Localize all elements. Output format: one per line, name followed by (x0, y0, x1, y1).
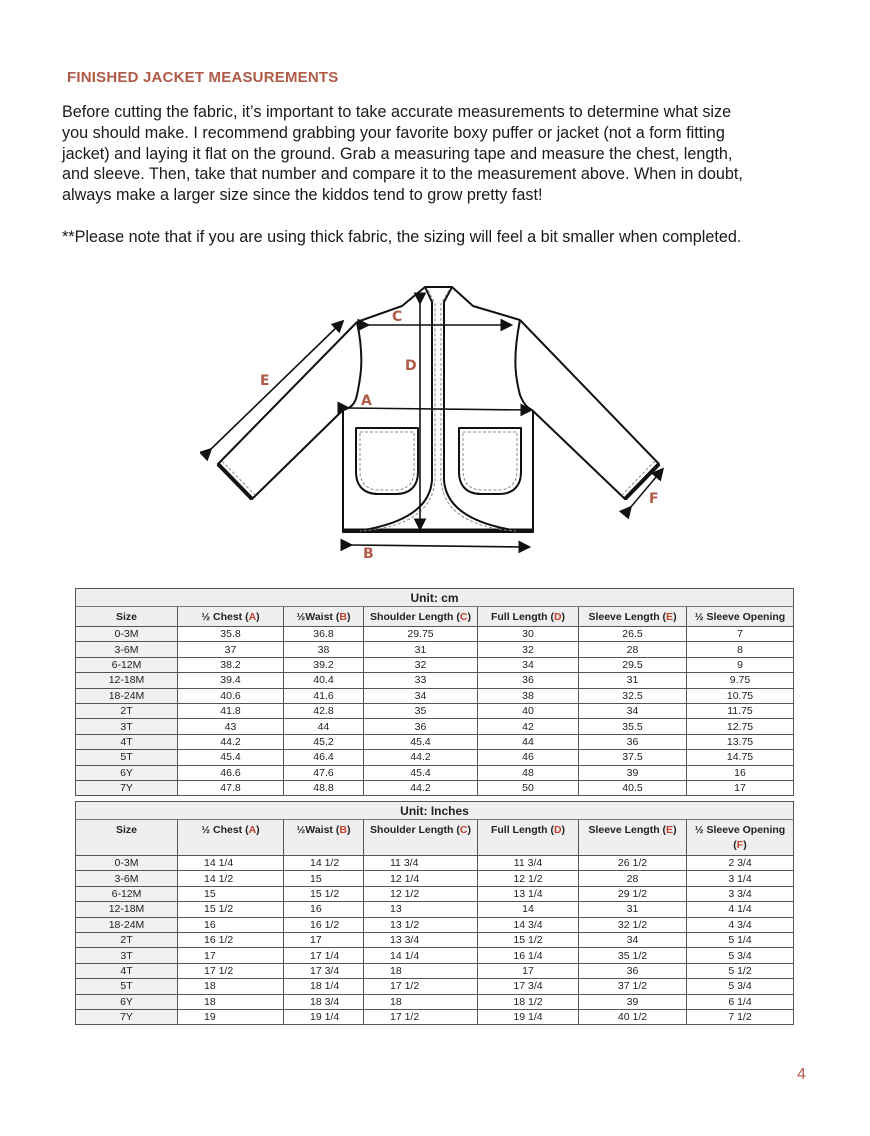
value-cell: 46 (478, 750, 579, 765)
intro-line: Before cutting the fabric, it’s important to take accurate measurements to determine what size (62, 103, 732, 121)
value-cell: 5 1/4 (687, 932, 794, 947)
size-cell: 5T (76, 750, 178, 765)
value-cell: 33 (364, 673, 478, 688)
table-row (76, 780, 794, 795)
value-cell: 19 1/4 (284, 1009, 364, 1024)
value-cell: 34 (579, 932, 687, 947)
label-f: F (649, 491, 659, 507)
value-cell: 19 (178, 1009, 284, 1024)
value-cell: 45.4 (364, 765, 478, 780)
thick-fabric-note: **Please note that if you are using thick fabric, the sizing will feel a bit smaller when completed. (62, 228, 742, 246)
value-cell: 15 (178, 886, 284, 901)
value-cell: 37.5 (579, 750, 687, 765)
value-cell: 9.75 (687, 673, 794, 688)
value-cell: 44.2 (364, 780, 478, 795)
value-cell: 13 1/4 (478, 886, 579, 901)
value-cell: 28 (579, 642, 687, 657)
table-row (76, 750, 794, 765)
value-cell: 47.8 (178, 780, 284, 795)
col-sleeve-opening: ½ Sleeve Opening (F) (687, 820, 794, 856)
size-cell: 5T (76, 979, 178, 994)
value-cell: 36 (478, 673, 579, 688)
value-cell: 16 1/2 (178, 932, 284, 947)
value-cell: 43 (178, 719, 284, 734)
value-cell: 16 1/4 (478, 948, 579, 963)
value-cell: 17 (478, 963, 579, 978)
col-waist: ½Waist (B) (284, 820, 364, 856)
value-cell: 18 3/4 (284, 994, 364, 1009)
value-cell: 12 1/4 (364, 871, 478, 886)
label-e: E (260, 373, 270, 389)
value-cell: 14 1/2 (284, 856, 364, 871)
table-row (76, 765, 794, 780)
value-cell: 29.5 (579, 657, 687, 672)
value-cell: 17 1/4 (284, 948, 364, 963)
table-row (76, 856, 794, 871)
value-cell: 16 (687, 765, 794, 780)
value-cell: 32 (478, 642, 579, 657)
jacket-illustration (200, 280, 680, 570)
value-cell: 15 1/2 (478, 932, 579, 947)
value-cell: 18 1/4 (284, 979, 364, 994)
table-row (76, 688, 794, 703)
table-row (76, 902, 794, 917)
value-cell: 32 1/2 (579, 917, 687, 932)
value-cell: 11 3/4 (478, 856, 579, 871)
table-row (76, 994, 794, 1009)
value-cell: 18 (364, 994, 478, 1009)
value-cell: 48 (478, 765, 579, 780)
table-row (76, 871, 794, 886)
value-cell: 29 1/2 (579, 886, 687, 901)
table-row (76, 642, 794, 657)
table-row (76, 703, 794, 718)
size-cell: 3T (76, 948, 178, 963)
size-cell: 3T (76, 719, 178, 734)
value-cell: 36 (579, 734, 687, 749)
value-cell: 13 (364, 902, 478, 917)
size-cell: 0-3M (76, 856, 178, 871)
value-cell: 39.4 (178, 673, 284, 688)
value-cell: 50 (478, 780, 579, 795)
value-cell: 7 (687, 627, 794, 642)
value-cell: 35.5 (579, 719, 687, 734)
value-cell: 6 1/4 (687, 994, 794, 1009)
value-cell: 9 (687, 657, 794, 672)
value-cell: 40.6 (178, 688, 284, 703)
intro-line: jacket) and laying it flat on the ground. Grab a measuring tape and measure the chest, length, (62, 144, 733, 163)
value-cell: 46.4 (284, 750, 364, 765)
size-cell: 12-18M (76, 673, 178, 688)
value-cell: 11 3/4 (364, 856, 478, 871)
table-row (76, 886, 794, 901)
size-cell: 7Y (76, 780, 178, 795)
intro-line: and sleeve. Then, take that number and compare it to the measurement above. When in doubt, (62, 165, 743, 184)
size-cell: 12-18M (76, 902, 178, 917)
value-cell: 14 3/4 (478, 917, 579, 932)
value-cell: 40.5 (579, 780, 687, 795)
value-cell: 40 (478, 703, 579, 718)
table-row (76, 627, 794, 642)
value-cell: 17 1/2 (178, 963, 284, 978)
value-cell: 19 1/4 (478, 1009, 579, 1024)
table-row (76, 719, 794, 734)
size-cell: 3-6M (76, 642, 178, 657)
value-cell: 17 (687, 780, 794, 795)
value-cell: 17 3/4 (284, 963, 364, 978)
value-cell: 41.6 (284, 688, 364, 703)
col-full-length: Full Length (D) (478, 607, 579, 627)
inches-measurement-table (75, 801, 794, 1025)
value-cell: 44 (284, 719, 364, 734)
value-cell: 11.75 (687, 703, 794, 718)
value-cell: 34 (478, 657, 579, 672)
value-cell: 16 (178, 917, 284, 932)
col-sleeve-opening: ½ Sleeve Opening (687, 607, 794, 627)
value-cell: 39 (579, 994, 687, 1009)
value-cell: 12 1/2 (364, 886, 478, 901)
value-cell: 18 (364, 963, 478, 978)
value-cell: 14 1/2 (178, 871, 284, 886)
label-c: C (392, 309, 403, 325)
col-size: Size (76, 607, 178, 627)
value-cell: 39.2 (284, 657, 364, 672)
value-cell: 32.5 (579, 688, 687, 703)
value-cell: 36 (579, 963, 687, 978)
value-cell: 17 (284, 932, 364, 947)
table-row (76, 979, 794, 994)
value-cell: 17 1/2 (364, 979, 478, 994)
value-cell: 12.75 (687, 719, 794, 734)
value-cell: 18 (178, 979, 284, 994)
value-cell: 13 1/2 (364, 917, 478, 932)
value-cell: 3 3/4 (687, 886, 794, 901)
col-sleeve-length: Sleeve Length (E) (579, 820, 687, 856)
value-cell: 18 1/2 (478, 994, 579, 1009)
value-cell: 4 1/4 (687, 902, 794, 917)
value-cell: 18 (178, 994, 284, 1009)
value-cell: 37 (178, 642, 284, 657)
value-cell: 15 (284, 871, 364, 886)
value-cell: 38.2 (178, 657, 284, 672)
table-row (76, 1009, 794, 1024)
table-row (76, 932, 794, 947)
table-row (76, 734, 794, 749)
col-shoulder: Shoulder Length (C) (364, 607, 478, 627)
value-cell: 26.5 (579, 627, 687, 642)
page-number: 4 (797, 1066, 806, 1083)
value-cell: 28 (579, 871, 687, 886)
size-cell: 6-12M (76, 657, 178, 672)
size-cell: 6Y (76, 765, 178, 780)
value-cell: 15 1/2 (284, 886, 364, 901)
cm-measurement-table (75, 588, 794, 796)
size-cell: 4T (76, 734, 178, 749)
table-unit: Unit: cm (76, 589, 794, 607)
size-cell: 7Y (76, 1009, 178, 1024)
label-a: A (361, 393, 372, 409)
col-waist: ½Waist (B) (284, 607, 364, 627)
value-cell: 5 3/4 (687, 948, 794, 963)
value-cell: 34 (579, 703, 687, 718)
table-header-row (76, 820, 794, 856)
value-cell: 46.6 (178, 765, 284, 780)
value-cell: 34 (364, 688, 478, 703)
size-cell: 0-3M (76, 627, 178, 642)
value-cell: 31 (364, 642, 478, 657)
value-cell: 13.75 (687, 734, 794, 749)
size-cell: 6-12M (76, 886, 178, 901)
table-unit: Unit: Inches (76, 802, 794, 820)
label-d: D (405, 358, 417, 374)
value-cell: 3 1/4 (687, 871, 794, 886)
value-cell: 36.8 (284, 627, 364, 642)
value-cell: 32 (364, 657, 478, 672)
page-title: FINISHED JACKET MEASUREMENTS (67, 69, 339, 86)
value-cell: 41.8 (178, 703, 284, 718)
value-cell: 5 3/4 (687, 979, 794, 994)
jacket-diagram (200, 280, 680, 570)
value-cell: 5 1/2 (687, 963, 794, 978)
value-cell: 40.4 (284, 673, 364, 688)
table-row (76, 948, 794, 963)
value-cell: 42 (478, 719, 579, 734)
value-cell: 35 (364, 703, 478, 718)
value-cell: 12 1/2 (478, 871, 579, 886)
table-row (76, 673, 794, 688)
value-cell: 17 (178, 948, 284, 963)
value-cell: 40 1/2 (579, 1009, 687, 1024)
size-cell: 18-24M (76, 688, 178, 703)
value-cell: 29.75 (364, 627, 478, 642)
size-cell: 4T (76, 963, 178, 978)
value-cell: 7 1/2 (687, 1009, 794, 1024)
value-cell: 38 (284, 642, 364, 657)
value-cell: 30 (478, 627, 579, 642)
value-cell: 4 3/4 (687, 917, 794, 932)
intro-paragraph (62, 102, 822, 206)
value-cell: 14 1/4 (364, 948, 478, 963)
value-cell: 39 (579, 765, 687, 780)
value-cell: 44.2 (178, 734, 284, 749)
col-chest: ½ Chest (A) (178, 820, 284, 856)
value-cell: 44.2 (364, 750, 478, 765)
value-cell: 38 (478, 688, 579, 703)
table-row (76, 963, 794, 978)
value-cell: 45.4 (178, 750, 284, 765)
value-cell: 14 (478, 902, 579, 917)
value-cell: 35.8 (178, 627, 284, 642)
col-sleeve-length: Sleeve Length (E) (579, 607, 687, 627)
value-cell: 42.8 (284, 703, 364, 718)
col-full-length: Full Length (D) (478, 820, 579, 856)
value-cell: 13 3/4 (364, 932, 478, 947)
value-cell: 14.75 (687, 750, 794, 765)
size-cell: 6Y (76, 994, 178, 1009)
value-cell: 2 3/4 (687, 856, 794, 871)
value-cell: 31 (579, 902, 687, 917)
col-size: Size (76, 820, 178, 856)
col-shoulder: Shoulder Length (C) (364, 820, 478, 856)
size-cell: 2T (76, 932, 178, 947)
intro-line: you should make. I recommend grabbing your favorite boxy puffer or jacket (not a form fitting (62, 123, 725, 142)
value-cell: 31 (579, 673, 687, 688)
table-header-row (76, 607, 794, 627)
value-cell: 37 1/2 (579, 979, 687, 994)
value-cell: 14 1/4 (178, 856, 284, 871)
value-cell: 36 (364, 719, 478, 734)
value-cell: 10.75 (687, 688, 794, 703)
value-cell: 26 1/2 (579, 856, 687, 871)
intro-line: always make a larger size since the kiddos tend to grow pretty fast! (62, 186, 543, 205)
table-row (76, 917, 794, 932)
value-cell: 44 (478, 734, 579, 749)
value-cell: 48.8 (284, 780, 364, 795)
value-cell: 35 1/2 (579, 948, 687, 963)
value-cell: 17 1/2 (364, 1009, 478, 1024)
value-cell: 47.6 (284, 765, 364, 780)
size-cell: 3-6M (76, 871, 178, 886)
label-b: B (363, 546, 374, 562)
value-cell: 15 1/2 (178, 902, 284, 917)
value-cell: 16 (284, 902, 364, 917)
value-cell: 16 1/2 (284, 917, 364, 932)
size-cell: 18-24M (76, 917, 178, 932)
value-cell: 8 (687, 642, 794, 657)
value-cell: 45.2 (284, 734, 364, 749)
size-cell: 2T (76, 703, 178, 718)
value-cell: 17 3/4 (478, 979, 579, 994)
table-row (76, 657, 794, 672)
value-cell: 45.4 (364, 734, 478, 749)
col-chest: ½ Chest (A) (178, 607, 284, 627)
